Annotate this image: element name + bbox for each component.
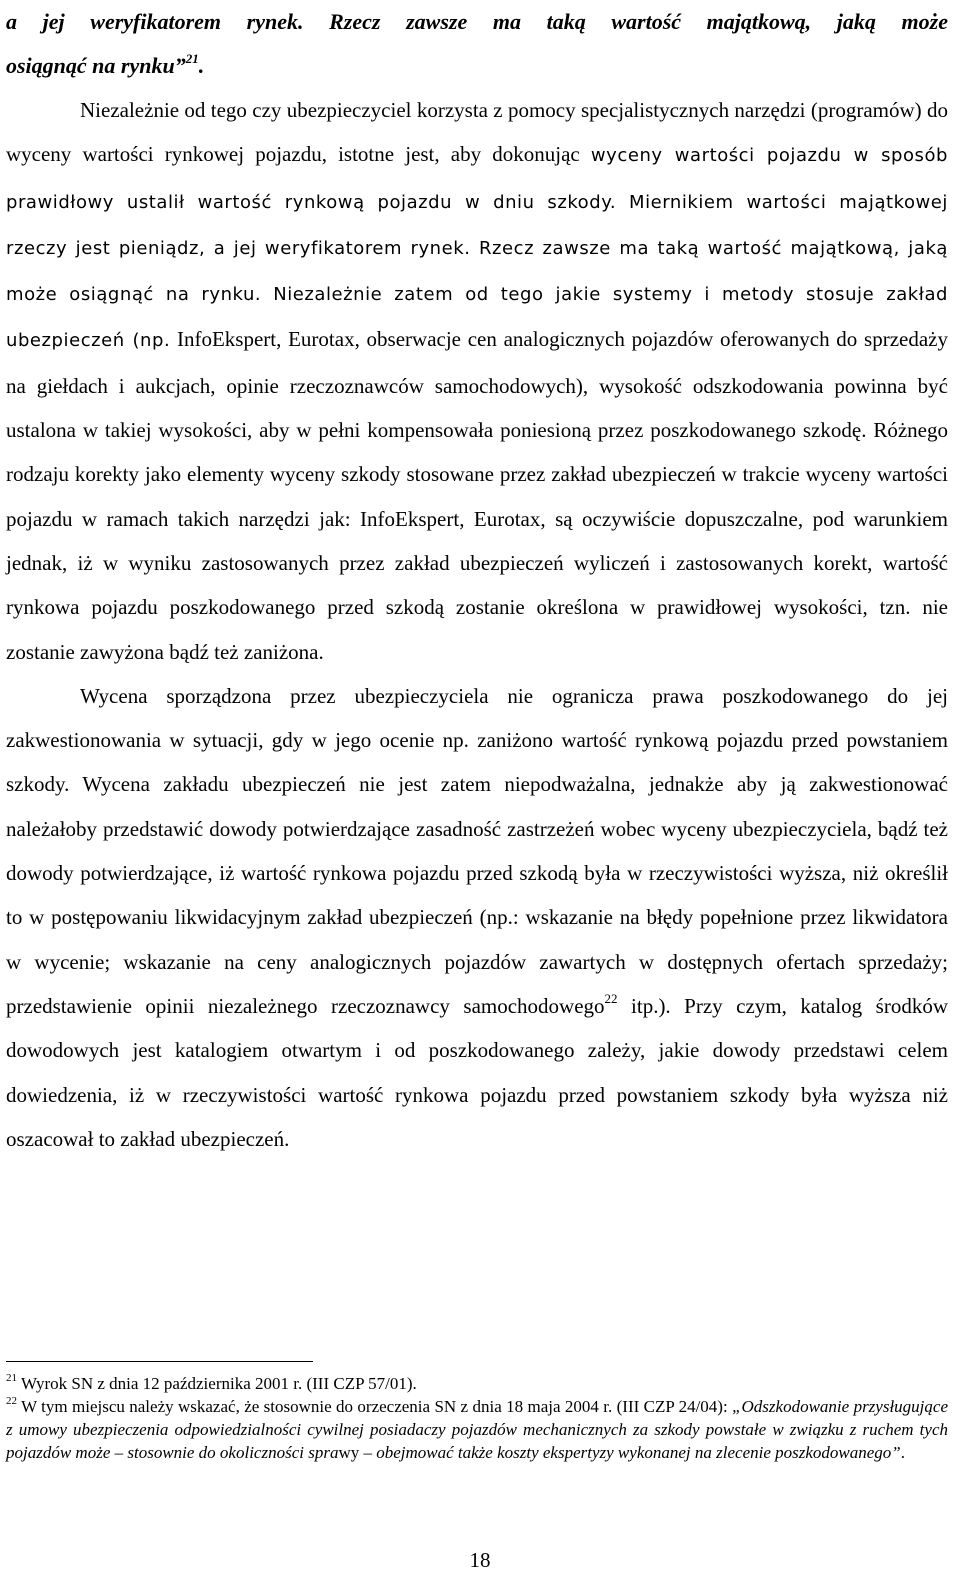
footnote-22	[6, 1395, 948, 1464]
paragraph-1-part-3: InfoEkspert, Eurotax, obserwacje cen analogicznych pojazdów oferowanych do sprzedaży na giełdach i aukcjach, opinie rzeczoznawców samochodowych), wysokość odszkodowania powinna być ustalona w takiej wysokości, aby w pełni kompensowała poniesioną przez poszkodowanego szkodę. Różnego rodzaju korekty jako elementy wyceny szkody stosowane przez zakład ubezpieczeń w trakcie wyceny wartości pojazdu w ramach takich narzędzi jak: InfoEkspert, Eurotax, są oczywiście dopuszczalne, pod warunkiem jednak, iż w wyniku zastosowanych przez zakład ubezpieczeń wyliczeń i zastosowanych korekt, wartość rynkowa pojazdu poszkodowanego przed szkodą zostanie określona w prawidłowej wysokości, tzn. nie zostanie zawyżona bądź też zaniżona.	[6, 327, 948, 664]
footnote-22-dot: .	[900, 1443, 905, 1462]
footnote-separator	[6, 1361, 313, 1362]
page-number: 18	[469, 1548, 491, 1572]
paragraph-2-part-2: itp.). Przy czym, katalog środków dowodowych jest katalogiem otwartym i od poszkodowanego zależy, jakie dowody przedstawi celem dowiedzenia, iż w rzeczywistości wartość rynkowa pojazdu przed powstaniem szkody była wyższa niż oszacował to zakład ubezpieczeń.	[6, 993, 948, 1151]
footnote-ref-22[interactable]: 22	[604, 990, 618, 1006]
footnote-22-quote-part-2: obejmować także koszty ekspertyzy wykonanej na zlecenie poszkodowanego”	[376, 1443, 901, 1462]
footnote-22-text: W tym miejscu należy wskazać, że stosownie do orzeczenia SN z dnia 18 maja 2004 r. (III CZP 24/04):	[17, 1397, 733, 1416]
paragraph-2	[6, 674, 948, 1161]
paragraph-1	[6, 88, 948, 674]
paragraph-1-part-1: Niezależnie od tego czy ubezpieczyciel korzysta z pomocy specjalistycznych narzędzi (programów) do wyceny wartości rynkowej pojazdu, istotne jest, aby dokonując	[6, 98, 948, 167]
quote-line-2: osiągnąć na rynku	[6, 53, 175, 78]
footnote-22-plain: wy –	[338, 1443, 377, 1462]
quote-continuation	[6, 0, 948, 88]
footnotes	[6, 1372, 948, 1464]
quote-dot: .	[198, 53, 205, 78]
closing-quote: ”	[174, 53, 186, 78]
footnote-22-quote-part-1: „Odszkodowanie przysługujące z umowy ubezpieczenia odpowiedzialności cywilnej posiadaczy pojazdów mechanicznych za szkody powstałe w związku z ruchem tych pojazdów może – stosownie do okoliczności spra	[6, 1397, 949, 1462]
quote-line-1: a jej weryfikatorem rynek. Rzecz zawsze ma taką wartość majątkową, jaką może	[6, 9, 948, 34]
footnote-21	[6, 1372, 948, 1395]
footnote-21-number: 21	[6, 1372, 17, 1384]
footnote-ref-21[interactable]: 21	[185, 51, 199, 66]
footnote-21-text: Wyrok SN z dnia 12 października 2001 r. (III CZP 57/01).	[17, 1374, 417, 1393]
paragraph-2-part-1: Wycena sporządzona przez ubezpieczyciela nie ogranicza prawa poszkodowanego do jej zakwestionowania w sytuacji, gdy w jego ocenie np. zaniżono wartość rynkową pojazdu przed powstaniem szkody. Wycena zakładu ubezpieczeń nie jest zatem niepodważalna, jednakże aby ją zakwestionować należałoby przedstawić dowody potwierdzające zasadność zastrzeżeń wobec wyceny ubezpieczyciela, bądź też dowody potwierdzające, iż wartość rynkowa pojazdu przed szkodą była w rzeczywistości wyższa, niż określił to w postępowaniu likwidacyjnym zakład ubezpieczeń (np.: wskazanie na błędy popełnione przez likwidatora w wycenie; wskazanie na ceny analogicznych pojazdów zawartych w dostępnych ofertach sprzedaży; przedstawienie opinii niezależnego rzeczoznawcy samochodowego	[6, 683, 948, 1018]
paragraph-1-part-2: wyceny wartości pojazdu w sposób prawidłowy ustalił wartość rynkową pojazdu w dniu szkody. Miernikiem wartości majątkowej rzeczy jest pieniądz, a jej weryfikatorem rynek. Rzecz zawsze ma taką wartość majątkową, jaką może osiągnąć na rynku. Niezależnie zatem od tego jakie systemy i metody stosuje zakład ubezpieczeń (np.	[6, 145, 949, 352]
footnote-22-number: 22	[6, 1395, 17, 1407]
